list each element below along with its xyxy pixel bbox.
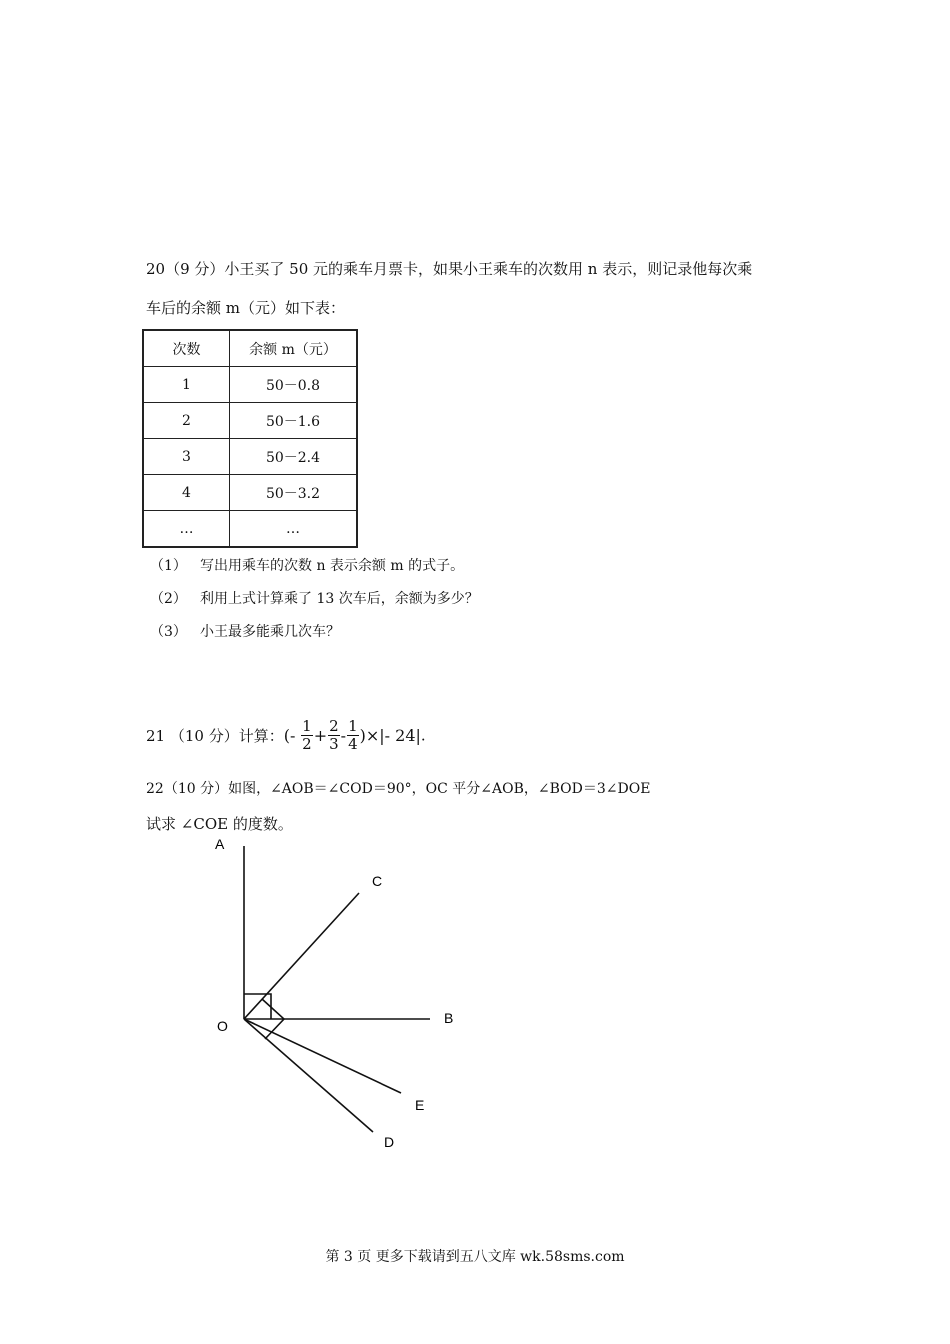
sub-question-number: （1）: [150, 558, 187, 574]
ray-OD: [244, 1019, 373, 1132]
label-D: D: [384, 1134, 395, 1150]
cell-count: 2: [143, 403, 230, 439]
fraction-one-quarter: $\frac{1}{4}$: [348, 717, 358, 753]
q22-line1: 22（10 分）如图，∠AOB＝∠COD＝90°，OC 平分∠AOB，∠BOD＝3∠DOE: [146, 781, 651, 797]
cell-balance: 50－3.2: [230, 475, 358, 511]
q21-close-times: )×: [359, 726, 380, 745]
q22-line2: 试求 ∠COE 的度数。: [146, 815, 293, 833]
cell-count: 1: [143, 367, 230, 403]
cell-balance: 50－0.8: [230, 367, 358, 403]
fraction-one-half: $\frac{1}{2}$: [302, 717, 312, 753]
header-count: 次数: [143, 330, 230, 367]
q20-line1: 20（9 分）小王买了 50 元的乘车月票卡，如果小王乘车的次数用 n 表示，则记录他每次乘: [146, 260, 753, 278]
ray-OC: [244, 893, 359, 1019]
label-B: B: [444, 1010, 454, 1026]
sub-question-number: （2）: [150, 591, 187, 607]
label-C: C: [372, 873, 383, 889]
cell-count: 4: [143, 475, 230, 511]
sub-question-text: 写出用乘车的次数 n 表示余额 m 的式子。: [200, 558, 465, 574]
label-O: O: [217, 1018, 228, 1034]
cell-count: 3: [143, 439, 230, 475]
label-A: A: [215, 836, 225, 852]
cell-balance: 50－1.6: [230, 403, 358, 439]
sub-question-text: 利用上式计算乘了 13 次车后，余额为多少？: [200, 591, 479, 607]
fraction-two-thirds: $\frac{2}{3}$: [329, 717, 339, 753]
sub-question-text: 小王最多能乘几次车？: [200, 624, 340, 640]
q21-absolute-value: |- 24|: [379, 726, 421, 745]
q21-open-paren: (-: [283, 726, 296, 745]
header-balance: 余额 m（元）: [230, 330, 358, 367]
ray-OE: [244, 1019, 401, 1093]
page-footer: 第 3 页 更多下载请到五八文库 wk.58sms.com: [325, 1249, 625, 1265]
cell-count: …: [143, 511, 230, 548]
cell-balance: 50－2.4: [230, 439, 358, 475]
minus-sign: -: [340, 726, 347, 745]
cell-balance: …: [230, 511, 358, 548]
q20-line2: 车后的余额 m（元）如下表：: [146, 299, 345, 317]
q21-label: 21 （10 分）计算：: [146, 727, 284, 745]
q21-period: .: [420, 726, 426, 745]
label-E: E: [415, 1097, 425, 1113]
sub-question-number: （3）: [150, 624, 187, 640]
plus-sign: +: [313, 726, 328, 745]
